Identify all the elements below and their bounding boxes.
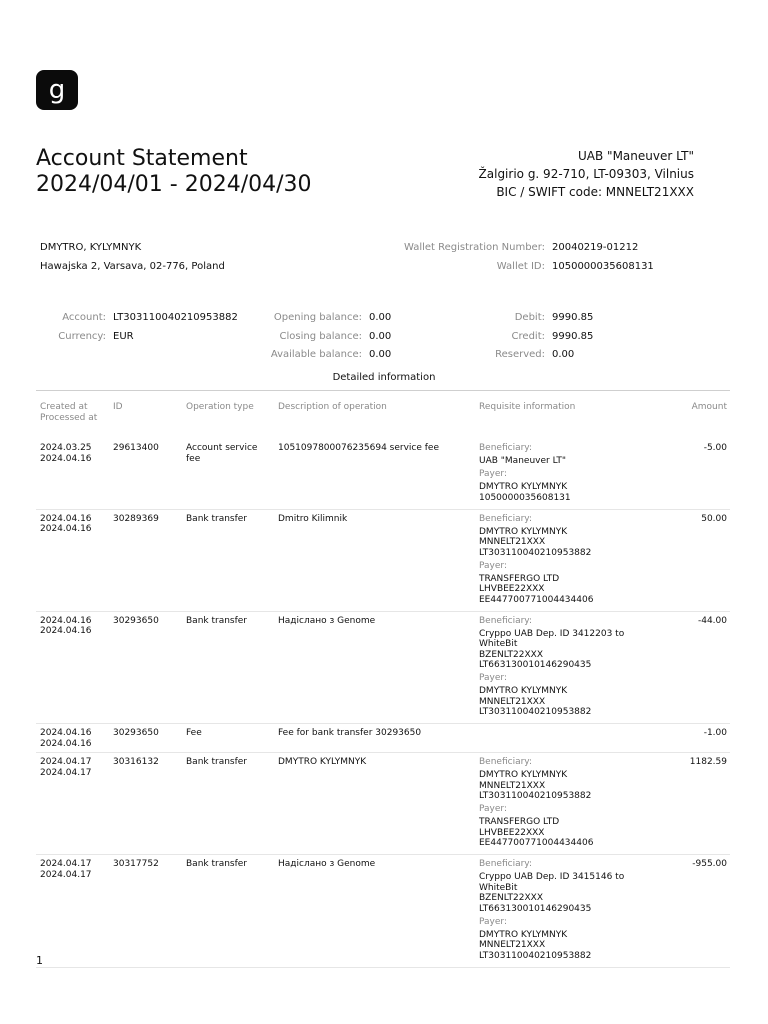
balance-col-totals: [0, 309, 594, 365]
requisite-label: Payer:: [479, 916, 507, 927]
closing-balance-label: Closing balance:: [279, 330, 362, 342]
table-row: [36, 611, 730, 724]
cell-description: Надіслано з Genome: [278, 859, 376, 869]
company-info: [479, 147, 694, 201]
processed-at: 2024.04.17: [40, 767, 92, 778]
requisite-line: DMYTRO KYLYMNYK: [479, 482, 568, 492]
cell-requisite: [475, 439, 640, 509]
header-created: Created at: [40, 402, 88, 412]
requisite-line: MNNELT21XXX: [479, 780, 546, 791]
cell-operation-type: Bank transfer: [186, 757, 248, 767]
created-at: 2024.04.17: [40, 757, 92, 767]
requisite-block: [479, 514, 636, 559]
col-header-amount: Amount: [691, 402, 727, 412]
requisite-line: DMYTRO KYLYMNYK: [479, 526, 568, 537]
cell-amount: 50.00: [701, 513, 727, 524]
cell-description: 1051097800076235694 service fee: [278, 443, 439, 453]
table-row: [36, 439, 730, 509]
requisite-label: Beneficiary:: [479, 859, 532, 869]
page-number: 1: [36, 954, 43, 967]
table-row: [36, 855, 730, 968]
requisite-label: Beneficiary:: [479, 443, 532, 453]
processed-at: 2024.04.16: [40, 524, 92, 534]
requisite-line: BZENLT22XXX: [479, 649, 543, 660]
statement-period: 2024/04/01 - 2024/04/30: [36, 172, 312, 197]
requisite-line: LT303110040210953882: [479, 950, 592, 961]
debit-label: Debit:: [514, 312, 545, 323]
created-at: 2024.04.16: [40, 615, 92, 626]
cell-requisite: [475, 724, 640, 753]
processed-at: 2024.04.16: [40, 626, 92, 636]
table-header-row: [36, 398, 730, 439]
cell-id: 30289369: [113, 513, 159, 524]
cell-requisite: [475, 855, 640, 968]
requisite-line: TRANSFERGO LTD: [479, 573, 560, 584]
requisite-line: MNNELT21XXX: [479, 696, 546, 707]
credit-value: 9990.85: [552, 330, 594, 342]
col-header-id: ID: [113, 402, 123, 412]
requisite-line: LHVBEE22XXX: [479, 827, 545, 838]
cell-description: Надіслано з Genome: [278, 615, 376, 626]
requisite-line: DMYTRO KYLYMNYK: [479, 686, 568, 696]
requisite-label: Beneficiary:: [479, 615, 532, 626]
requisite-line: LT663130010146290435: [479, 903, 592, 914]
section-title: Detailed information: [332, 372, 436, 383]
available-balance-value: 0.00: [369, 349, 392, 360]
requisite-label: Beneficiary:: [479, 513, 532, 524]
requisite-line: LHVBEE22XXX: [479, 584, 545, 594]
company-name: UAB "Maneuver LT": [578, 149, 694, 163]
created-at: 2024.04.16: [40, 728, 92, 738]
requisite-line: Cryppo UAB Dep. ID 3415146 to WhiteBit: [479, 872, 625, 893]
transactions-table: [36, 398, 730, 968]
requisite-block: [479, 561, 636, 606]
credit-label: Credit:: [511, 330, 545, 342]
cell-dates: [36, 509, 109, 611]
cell-requisite: [475, 611, 640, 724]
cell-id: 30317752: [113, 859, 159, 869]
cell-dates: [36, 855, 109, 968]
requisite-block: [479, 616, 636, 671]
requisite-line: DMYTRO KYLYMNYK: [479, 929, 568, 940]
cell-description: Dmitro Kilimnik: [278, 513, 348, 524]
requisite-label: Payer:: [479, 469, 507, 479]
cell-operation-type: Account service fee: [186, 443, 258, 464]
cell-requisite: [475, 509, 640, 611]
cell-dates: [36, 439, 109, 509]
requisite-line: LT303110040210953882: [479, 791, 592, 801]
company-bic: BIC / SWIFT code: MNNELT21XXX: [496, 185, 694, 199]
cell-description: Fee for bank transfer 30293650: [278, 728, 422, 738]
cell-dates: [36, 724, 109, 753]
debit-value: 9990.85: [552, 312, 594, 323]
available-balance-label: Available balance:: [270, 349, 362, 360]
currency-value: EUR: [113, 330, 134, 342]
requisite-label: Beneficiary:: [479, 757, 532, 767]
processed-at: 2024.04.17: [40, 869, 92, 880]
cell-requisite: [475, 753, 640, 855]
wallet-labels: [0, 238, 545, 276]
genome-logo-icon: g: [36, 70, 78, 110]
requisite-line: UAB "Maneuver LT": [479, 456, 566, 466]
requisite-line: MNNELT21XXX: [479, 940, 546, 950]
requisite-line: BZENLT22XXX: [479, 893, 543, 903]
header-processed: Processed at: [40, 412, 98, 423]
created-at: 2024.04.16: [40, 513, 92, 524]
requisite-label: Payer:: [479, 673, 507, 683]
account-value: LT303110040210953882: [113, 312, 238, 323]
cell-description: DMYTRO KYLYMNYK: [278, 757, 367, 767]
cell-operation-type: Bank transfer: [186, 859, 248, 869]
cell-dates: [36, 753, 109, 855]
cell-operation-type: Fee: [186, 728, 202, 738]
requisite-line: EE447700771004434406: [479, 594, 594, 605]
cell-id: 30293650: [113, 615, 159, 626]
requisite-block: [479, 757, 636, 802]
account-label: Account:: [62, 312, 106, 323]
processed-at: 2024.04.16: [40, 738, 92, 749]
holder-name: DMYTRO, KYLYMNYK: [40, 242, 142, 253]
requisite-line: DMYTRO KYLYMNYK: [479, 770, 568, 780]
requisite-label: Payer:: [479, 804, 507, 814]
requisite-label: Payer:: [479, 560, 507, 571]
requisite-block: [479, 673, 636, 718]
page-title: [36, 146, 312, 198]
col-header-type: Operation type: [186, 402, 254, 412]
divider: [36, 390, 730, 391]
company-address: Žalgirio g. 92-710, LT-09303, Vilnius: [478, 167, 694, 181]
closing-balance-value: 0.00: [369, 330, 392, 342]
col-header-dates: [36, 398, 109, 439]
table-row: [36, 753, 730, 855]
requisite-block: [479, 917, 636, 962]
col-header-desc: Description of operation: [278, 402, 387, 412]
reserved-value: 0.00: [552, 349, 575, 360]
requisite-block: [479, 859, 636, 914]
table-row: [36, 509, 730, 611]
cell-amount: -955.00: [692, 859, 727, 869]
processed-at: 2024.04.16: [40, 453, 92, 464]
opening-balance-value: 0.00: [369, 312, 392, 323]
holder-address: Hawajska 2, Varsava, 02-776, Poland: [40, 261, 225, 272]
requisite-line: TRANSFERGO LTD: [479, 817, 560, 827]
requisite-line: Cryppo UAB Dep. ID 3412203 to WhiteBit: [479, 628, 625, 649]
title-line-1: Account Statement: [36, 146, 248, 171]
cell-amount: 1182.59: [689, 757, 727, 767]
cell-amount: -5.00: [703, 443, 727, 453]
requisite-block: [479, 469, 636, 503]
requisite-block: [479, 443, 636, 467]
cell-operation-type: Bank transfer: [186, 615, 248, 626]
currency-label: Currency:: [58, 330, 106, 342]
requisite-line: MNNELT21XXX: [479, 537, 546, 547]
wallet-id-label: Wallet ID:: [496, 261, 545, 272]
cell-operation-type: Bank transfer: [186, 513, 248, 524]
reserved-label: Reserved:: [495, 349, 545, 360]
wallet-reg-value: 20040219-01212: [552, 242, 639, 253]
opening-balance-label: Opening balance:: [273, 312, 362, 323]
cell-amount: -1.00: [703, 728, 727, 738]
cell-id: 30316132: [113, 757, 159, 767]
wallet-id-value: 1050000035608131: [552, 261, 654, 272]
table-row: [36, 724, 730, 753]
cell-id: 29613400: [113, 443, 159, 453]
wallet-reg-label: Wallet Registration Number:: [403, 242, 545, 253]
requisite-line: 1050000035608131: [479, 492, 571, 503]
requisite-block: [479, 804, 636, 849]
col-header-req: Requisite information: [479, 402, 576, 412]
wallet-values: [552, 238, 654, 276]
created-at: 2024.04.17: [40, 859, 92, 869]
requisite-line: LT663130010146290435: [479, 660, 592, 670]
requisite-line: LT303110040210953882: [479, 707, 592, 717]
requisite-line: LT303110040210953882: [479, 547, 592, 558]
cell-dates: [36, 611, 109, 724]
cell-id: 30293650: [113, 728, 159, 738]
created-at: 2024.03.25: [40, 443, 92, 453]
requisite-line: EE447700771004434406: [479, 838, 594, 848]
cell-amount: -44.00: [697, 615, 727, 626]
